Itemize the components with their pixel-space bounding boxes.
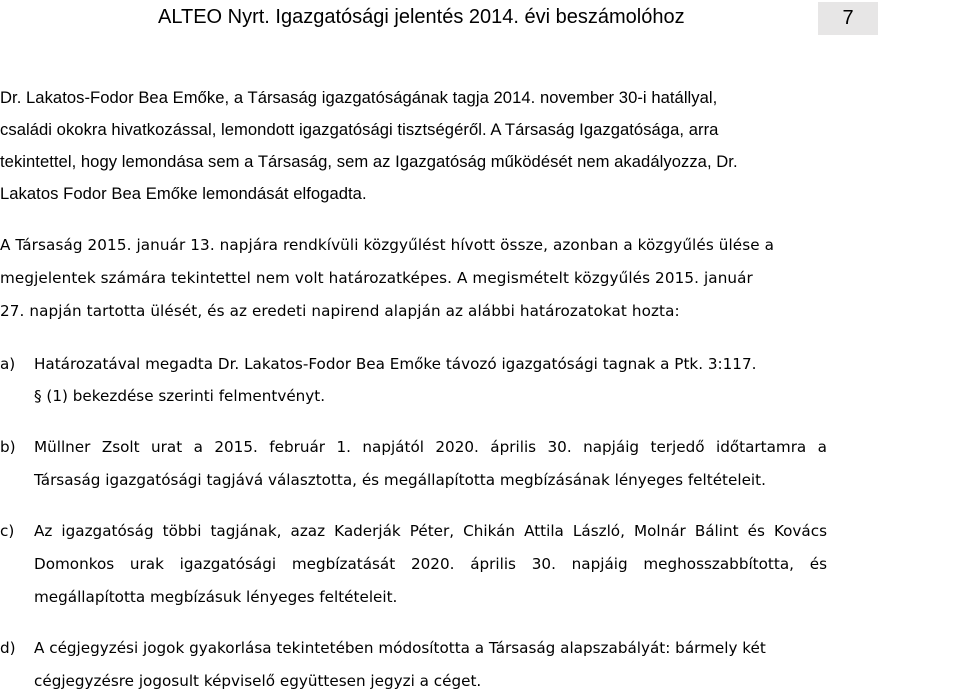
header-title: ALTEO Nyrt. Igazgatósági jelentés 2014. évi beszámolóhoz bbox=[158, 6, 685, 28]
list-item-a-line-2: § (1) bekezdése szerinti felmentvényt. bbox=[34, 387, 326, 405]
paragraph-1-line-3: tekintettel, hogy lemondása sem a Társaság, sem az Igazgatóság működését nem akadályozza, Dr. bbox=[0, 152, 738, 171]
list-item-c-line-2: Domonkos urak igazgatósági megbízatását 2020. április 30. napjáig meghosszabbította, és bbox=[34, 555, 827, 573]
list-item-b-line-2: Társaság igazgatósági tagjává választotta, és megállapította megbízásának lényeges feltételeit. bbox=[34, 471, 766, 489]
list-item-d-line-2: cégjegyzésre jogosult képviselő együttesen jegyzi a céget. bbox=[34, 672, 482, 690]
paragraph-2-line-2: megjelentek számára tekintettel nem volt határozatképes. A megismételt közgyűlés 2015. január bbox=[0, 269, 753, 287]
list-item-label-a: a) bbox=[0, 355, 16, 373]
list-item-label-b: b) bbox=[0, 438, 16, 456]
paragraph-2-line-3: 27. napján tartotta ülését, és az eredeti napirend alapján az alábbi határozatokat hozta: bbox=[0, 302, 680, 320]
paragraph-2-line-1: A Társaság 2015. január 13. napjára rendkívüli közgyűlést hívott össze, azonban a közgyűlés ülése a bbox=[0, 236, 775, 254]
list-item-b-line-1: Müllner Zsolt urat a 2015. február 1. napjától 2020. április 30. napjáig terjedő időtartamra a bbox=[34, 438, 827, 456]
list-item-c-line-1: Az igazgatóság többi tagjának, azaz Kaderják Péter, Chikán Attila László, Molnár Bálint és Kovács bbox=[34, 522, 827, 540]
list-item-label-d: d) bbox=[0, 639, 16, 657]
page-header bbox=[0, 0, 960, 40]
list-item-a-line-1: Határozatával megadta Dr. Lakatos-Fodor Bea Emőke távozó igazgatósági tagnak a Ptk. 3:117. bbox=[34, 355, 757, 373]
list-item-d-line-1: A cégjegyzési jogok gyakorlása tekintetében módosította a Társaság alapszabályát: bármely két bbox=[34, 639, 766, 657]
list-item-label-c: c) bbox=[0, 522, 15, 540]
list-item-c-line-3: megállapította megbízásuk lényeges feltételeit. bbox=[34, 588, 398, 606]
paragraph-1-line-2: családi okokra hivatkozással, lemondott igazgatósági tisztségéről. A Társaság Igazgatósága, arra bbox=[0, 120, 719, 139]
page-number-badge: 7 bbox=[818, 2, 878, 35]
paragraph-1-line-1: Dr. Lakatos-Fodor Bea Emőke, a Társaság igazgatóságának tagja 2014. november 30-i hatállyal, bbox=[0, 88, 718, 107]
paragraph-1-line-4: Lakatos Fodor Bea Emőke lemondását elfogadta. bbox=[0, 184, 367, 203]
